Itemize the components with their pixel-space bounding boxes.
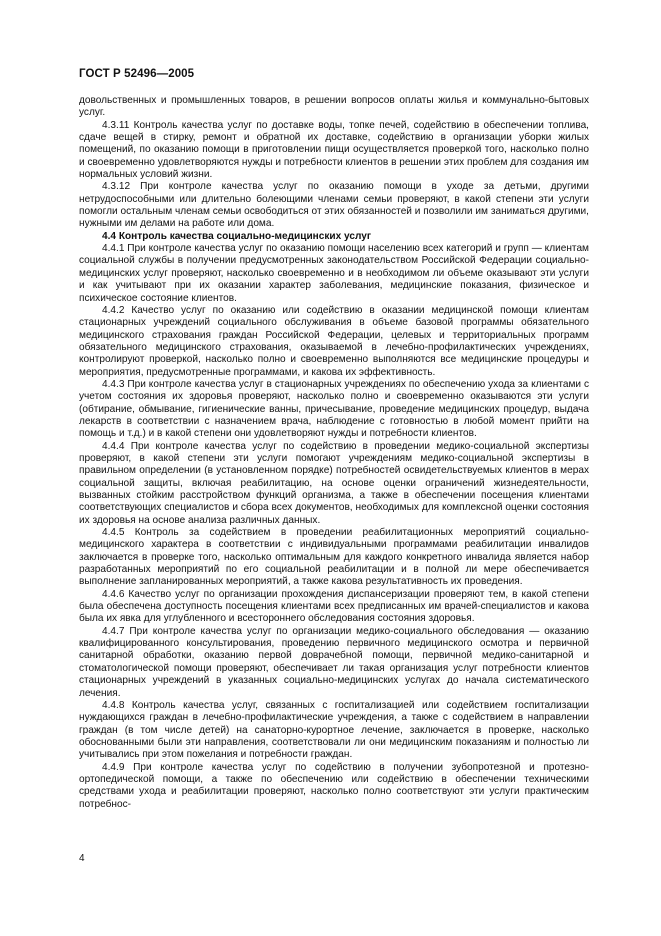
- paragraph-4-4-9: 4.4.9 При контроле качества услуг по содействию в получении зубопротезной и протезно-ортопедической помощи, а также по обеспечению или содействию в обеспечении техническими средствами ухода и реабилитации проверяют, насколько полно соответствуют эти услуги практическим потребнос-: [79, 761, 589, 810]
- paragraph-4-4-2: 4.4.2 Качество услуг по оказанию или содействию в оказании медицинской помощи клиентам стационарных учреждений социального обслуживания в объеме базовой программы обязательного медицинского страхования граждан Российской Федерации, целевых и территориальных программ обязательного медицинского страхования, оказываемой в лечебно-профилактических учреждениях, контролируют проверкой, насколько полно и своевременно выполняются все медицинские процедуры и мероприятия, предусмотренные программами, и какова их эффективность.: [79, 304, 589, 378]
- section-heading-4-4: 4.4 Контроль качества социально-медицинских услуг: [102, 230, 372, 242]
- document-body: [79, 95, 589, 811]
- paragraph-4-4-5: 4.4.5 Контроль за содействием в проведении реабилитационных мероприятий социально-медицинского характера в соответствии с индивидуальными программами реабилитации инвалидов заключается в проверке того, насколько оптимальным для каждого конкретного инвалида является набор разработанных мероприятий по его социальной реабилитации и в полной ли мере обеспечивается выполнение запланированных мероприятий, а также какова результативность их проведения.: [79, 527, 589, 588]
- paragraph-4-4-8: 4.4.8 Контроль качества услуг, связанных с госпитализацией или содействием госпитализации нуждающихся граждан в лечебно-профилактические учреждения, а также с содействием в направлении граждан (в том числе детей) на санаторно-курортное лечение, заключается в проверке, насколько обоснованными были эти направления, соответствовали ли они медицинским показаниям и полностью ли учитывались при этом пожелания и потребности граждан.: [79, 699, 589, 761]
- paragraph-4-4-6: 4.4.6 Качество услуг по организации прохождения диспансеризации проверяют тем, в какой степени была обеспечена доступность посещения клиентами всех предписанных им врачей-специалистов и какова была их явка для углубленного и всестороннего обследования состояния здоровья.: [79, 588, 589, 625]
- paragraph-4-4-4: 4.4.4 При контроле качества услуг по содействию в проведении медико-социальной экспертизы проверяют, в какой степени эти услуги помогают учреждениям медико-социальной экспертизы в правильном определении (в установленном порядке) потребностей освидетельствуемых клиентов в мерах социальной защиты, включая реабилитацию, на основе оценки ограничений жизнедеятельности, вызванных стойким расстройством функций организма, а также в обеспечении посещения клиентами соответствующих специалистов и сбора всех документов, необходимых для комплексной оценки состояния их здоровья на основе анализа различных данных.: [79, 440, 589, 526]
- paragraph-4-4-7: 4.4.7 При контроле качества услуг по организации медико-социального обследования — оказанию квалифицированного консультирования, проведению первичного медицинского осмотра и первичной санитарной обработки, оказанию первой доврачебной помощи, первичной медико-санитарной и стоматологической помощи проверяют, обеспечивает ли такая организация услуг потребности клиентов стационарных учреждений в указанных социально-медицинских услугах до начала систематического лечения.: [79, 625, 589, 699]
- paragraph-4-4-3: 4.4.3 При контроле качества услуг в стационарных учреждениях по обеспечению ухода за клиентами с учетом состояния их здоровья проверяют, насколько полно и своевременно оказываются эти услуги (обтирание, обмывание, гигиенические ванны, причесывание, проведение медицинских процедур, выдача лекарств в соответствии с назначением врача, наблюдение с готовностью в любой момент прийти на помощь и т.д.) и в какой степени они удовлетворяют нужды и потребности клиентов.: [79, 378, 589, 440]
- paragraph-4-3-11: 4.3.11 Контроль качества услуг по доставке воды, топке печей, содействию в обеспечении топлива, сдаче вещей в стирку, ремонт и обратной их доставке, содействию в организации уборки жилых помещений, по оказанию помощи в приготовлении пищи осуществляется проверкой того, насколько полно и своевременно удовлетворяются нужды и потребности клиентов в решении этих проблем для создания им нормальных условий жизни.: [79, 119, 589, 181]
- page-header-standard-number: ГОСТ Р 52496—2005: [79, 68, 195, 80]
- paragraph-4-3-12: 4.3.12 При контроле качества услуг по оказанию помощи в уходе за детьми, другими нетрудоспособными или длительно болеющими членами семьи проверяют, в какой степени эти услуги помогли остальным членам семьи освободиться от этих обязанностей и позволили им заниматься другими, нужными им делами на работе или дома.: [79, 181, 589, 230]
- paragraph-4-4-1: 4.4.1 При контроле качества услуг по оказанию помощи населению всех категорий и групп — клиентам социальной службы в получении предусмотренных законодательством Российской Федерации социально-медицинских услуг проверяют, насколько своевременно и в необходимом ли объеме оказывают эти услуги и как учитывают при их оказании характер заболевания, медицинские показания, физическое и психическое состояние клиентов.: [79, 243, 589, 304]
- page-number: 4: [79, 853, 85, 864]
- paragraph-continuation: довольственных и промышленных товаров, в решении вопросов оплаты жилья и коммунально-бытовых услуг.: [79, 95, 589, 119]
